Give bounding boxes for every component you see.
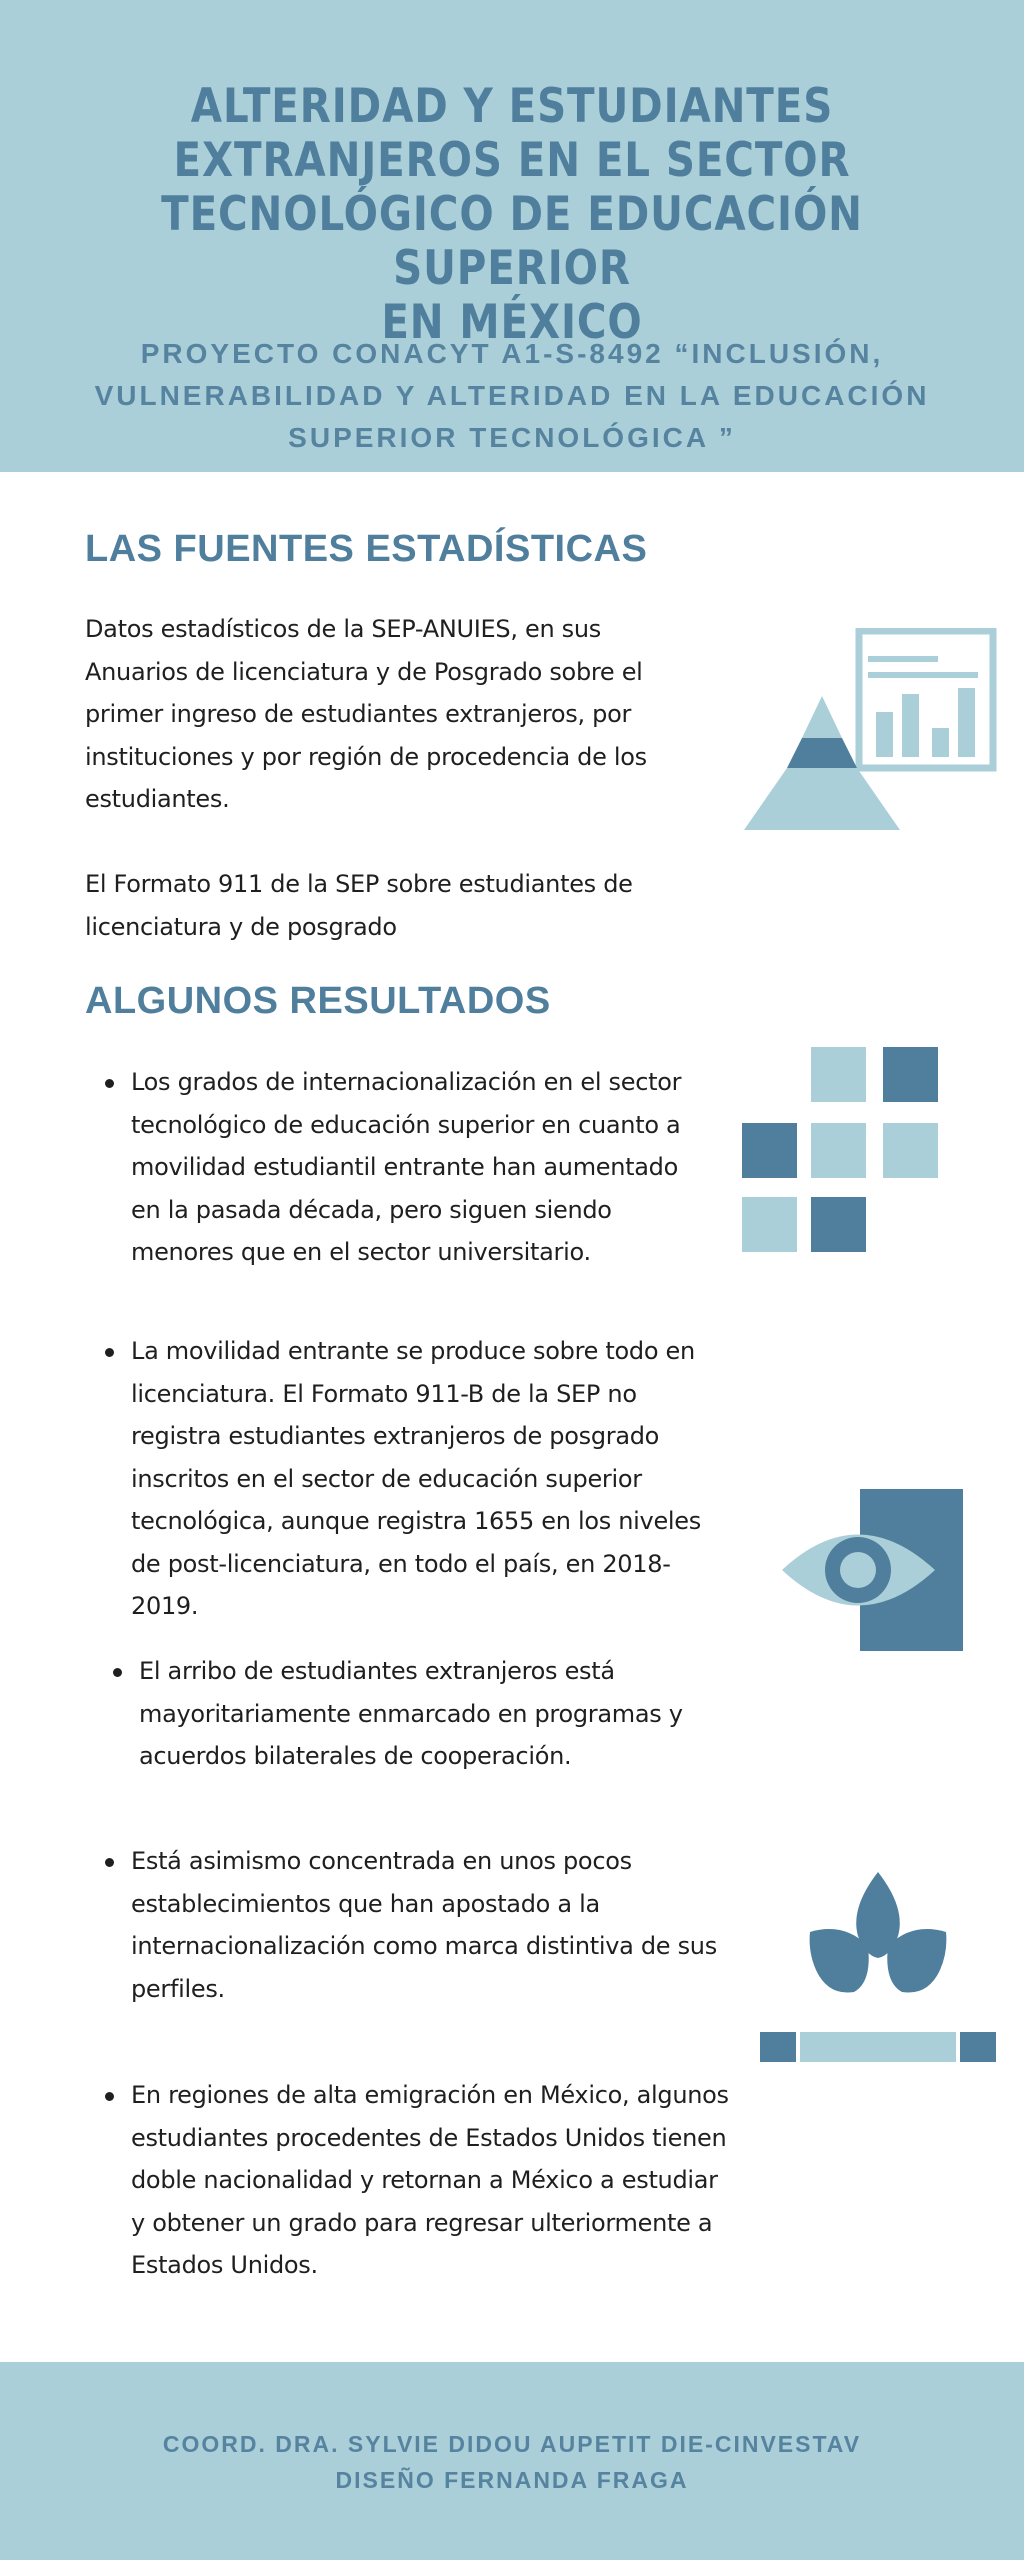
text-line: estudiantes procedentes de Estados Unidos tienen — [131, 2123, 727, 2152]
title-line: TECNOLÓGICO DE EDUCACIÓN SUPERIOR — [161, 187, 863, 296]
text-line: tecnológica, aunque registra 1655 en los niveles — [131, 1507, 701, 1535]
footer-banner — [0, 2362, 1024, 2560]
text-line: inscritos en el sector de educación superior — [131, 1464, 642, 1493]
text-line: El Formato 911 de la SEP sobre estudiantes de — [85, 870, 633, 898]
result-bullet-5 — [105, 2074, 745, 2287]
text-line: acuerdos bilaterales de cooperación. — [139, 1742, 572, 1770]
text-line: Está asimismo concentrada en unos pocos — [131, 1847, 632, 1875]
footer-coordinator: COORD. DRA. SYLVIE DIDOU AUPETIT DIE-CINVESTAV — [162, 2431, 862, 2457]
text-line: primer ingreso de estudiantes extranjeros, por — [85, 700, 632, 728]
text-line: La movilidad entrante se produce sobre todo en — [131, 1337, 695, 1365]
result-bullet-2 — [105, 1330, 745, 1628]
text-line: instituciones y por región de procedencia de los — [85, 742, 647, 771]
sources-heading: LAS FUENTES ESTADÍSTICAS — [85, 528, 648, 570]
eye-icon — [780, 1487, 965, 1653]
pyramid-chart-icon — [740, 628, 1000, 833]
text-line: doble nacionalidad y retornan a México a estudiar — [131, 2166, 718, 2194]
text-line: Datos estadísticos de la SEP-ANUIES, en sus — [85, 615, 602, 643]
squares-grid-icon — [740, 1045, 940, 1255]
text-line: Estados Unidos. — [131, 2251, 318, 2279]
subtitle-line: SUPERIOR TECNOLÓGICA ” — [288, 422, 736, 453]
title-line: ALTERIDAD Y ESTUDIANTES — [190, 79, 834, 134]
title-line: EN MÉXICO — [381, 295, 643, 350]
result-bullet-1 — [105, 1061, 745, 1274]
text-line: mayoritariamente enmarcado en programas y — [139, 1699, 683, 1728]
result-bullet-3 — [113, 1650, 753, 1778]
text-line: establecimientos que han apostado a la — [131, 1889, 600, 1918]
text-line: internacionalización como marca distintiva de sus — [131, 1932, 717, 1960]
plant-icon — [758, 1870, 998, 2066]
text-line: movilidad estudiantil entrante han aumentado — [131, 1153, 679, 1181]
title-line: EXTRANJEROS EN EL SECTOR — [173, 133, 851, 188]
text-line: El arribo de estudiantes extranjeros está — [139, 1657, 615, 1685]
text-line: 2019. — [131, 1592, 199, 1620]
text-line: en la pasada década, pero siguen siendo — [131, 1195, 612, 1224]
text-line: En regiones de alta emigración en México, algunos — [131, 2081, 729, 2109]
header-banner — [0, 0, 1024, 472]
text-line: Los grados de internacionalización en el sector — [131, 1068, 682, 1096]
page-title — [123, 80, 900, 350]
text-line: estudiantes. — [85, 785, 230, 813]
text-line: Anuarios de licenciatura y de Posgrado sobre el — [85, 657, 643, 686]
text-line: licenciatura y de posgrado — [85, 912, 397, 941]
text-line: de post-licenciatura, en todo el país, en 2018- — [131, 1549, 671, 1578]
text-line: tecnológico de educación superior en cuanto a — [131, 1110, 681, 1139]
result-bullet-4 — [105, 1840, 745, 2010]
text-line: registra estudiantes extranjeros de posgrado — [131, 1422, 660, 1450]
text-line: perfiles. — [131, 1974, 225, 2003]
text-line: y obtener un grado para regresar ulteriormente a — [131, 2208, 713, 2237]
footer-designer: DISEÑO FERNANDA FRAGA — [335, 2467, 689, 2493]
text-line: menores que en el sector universitario. — [131, 1238, 591, 1266]
subtitle-line: PROYECTO CONACYT A1-S-8492 “INCLUSIÓN, — [140, 338, 884, 369]
sources-paragraph-1 — [85, 608, 685, 821]
text-line: licenciatura. El Formato 911-B de la SEP no — [131, 1379, 637, 1408]
subtitle-line: VULNERABILIDAD Y ALTERIDAD EN LA EDUCACIÓN — [94, 380, 930, 411]
page-subtitle — [60, 333, 964, 459]
results-heading: ALGUNOS RESULTADOS — [85, 980, 551, 1022]
sources-paragraph-2 — [85, 863, 685, 948]
